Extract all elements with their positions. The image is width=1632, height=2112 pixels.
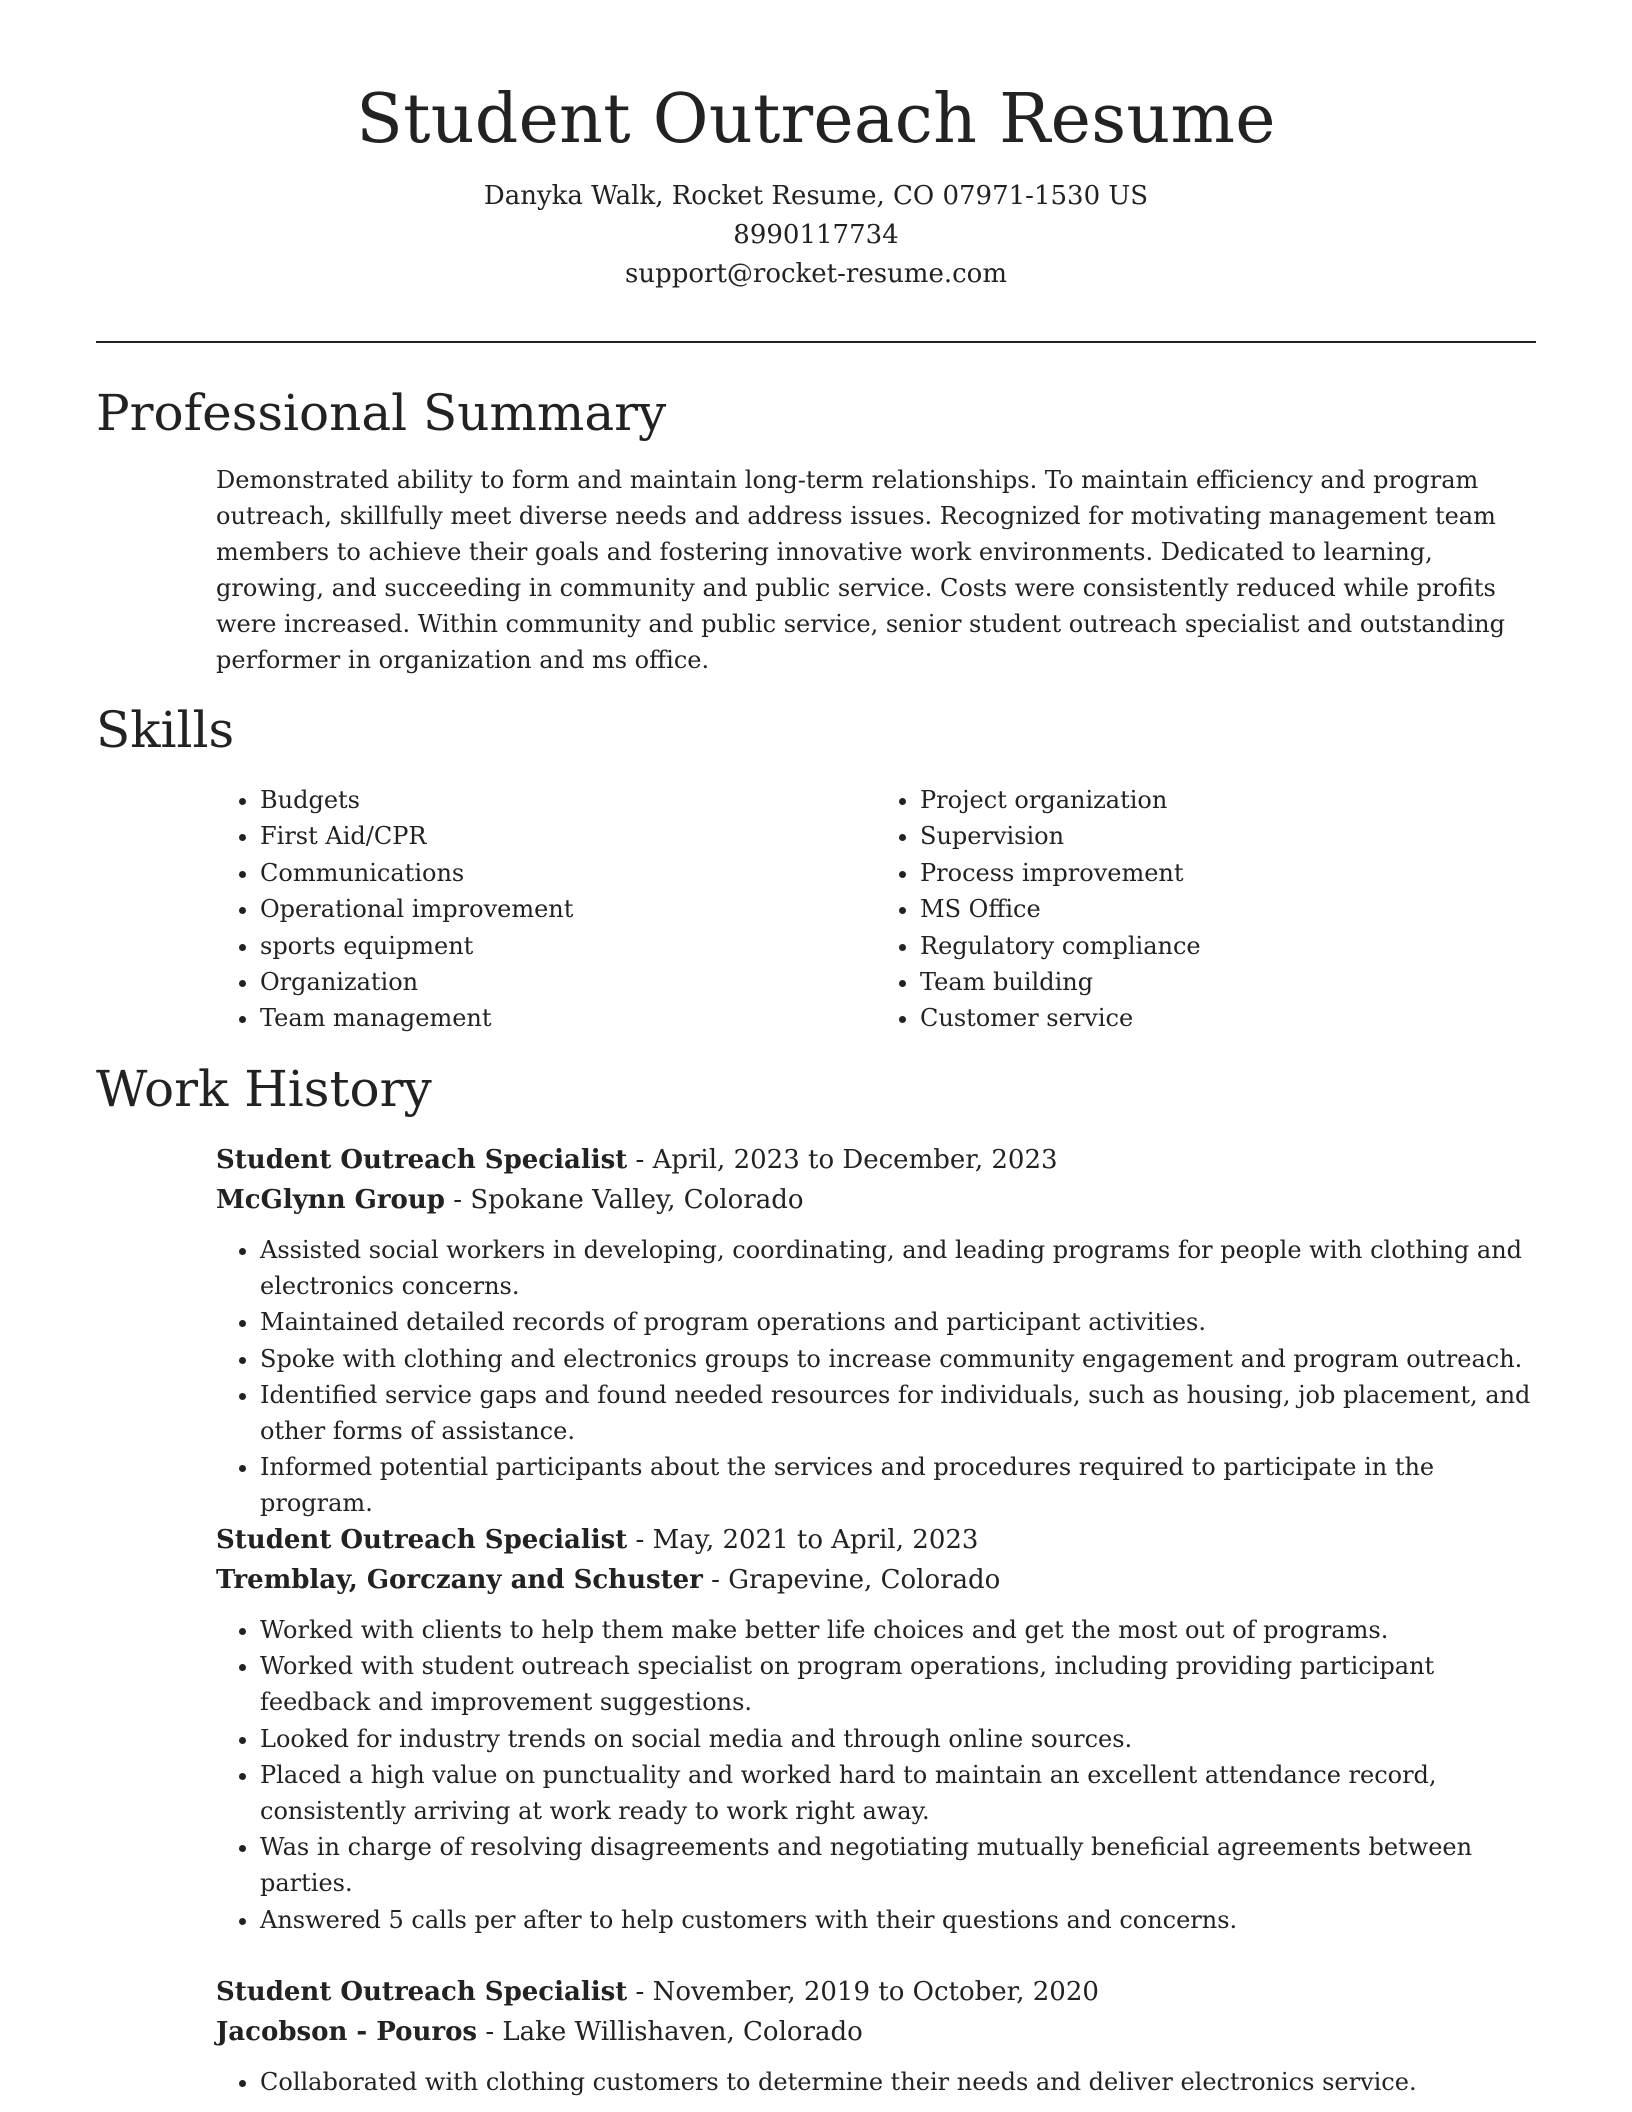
resume-header bbox=[0, 0, 1632, 294]
job-bullet: • Placed a high value on punctuality and worked hard to maintain an excellent attendance record, consistently arriving at work ready to work right away. bbox=[260, 1757, 1536, 1829]
contact-email: support@rocket-resume.com bbox=[624, 259, 1007, 289]
job-location: - Lake Willishaven, Colorado bbox=[477, 2017, 863, 2047]
job-company: Tremblay, Gorczany and Schuster bbox=[216, 1565, 703, 1595]
job-bullet: • Answered 5 calls per after to help customers with their questions and concerns. bbox=[260, 1902, 1536, 1938]
skills-heading: Skills bbox=[96, 701, 235, 759]
skill-item: • Operational improvement bbox=[260, 891, 876, 927]
skill-item: • Organization bbox=[260, 964, 876, 1000]
work-history-heading: Work History bbox=[96, 1060, 432, 1118]
job-bullet: • Was in charge of resolving disagreements and negotiating mutually beneficial agreements between parties. bbox=[260, 1829, 1536, 1901]
job-company: Jacobson - Pouros bbox=[216, 2017, 478, 2047]
job-bullets bbox=[216, 1232, 1536, 1522]
job-dates: - May, 2021 to April, 2023 bbox=[627, 1525, 979, 1555]
job-bullet: • Spoke with clothing and electronics groups to increase community engagement and program outreach. bbox=[260, 1341, 1536, 1377]
job-bullet: • Informed potential participants about the services and procedures required to participate in the program. bbox=[260, 1449, 1536, 1521]
job-dates: - November, 2019 to October, 2020 bbox=[627, 1977, 1099, 2007]
contact-address: Danyka Walk, Rocket Resume, CO 07971-1530 US bbox=[483, 181, 1149, 211]
job-bullets bbox=[216, 1612, 1536, 1938]
job-location: - Grapevine, Colorado bbox=[702, 1565, 1001, 1595]
job-bullet: • Identified service gaps and found needed resources for individuals, such as housing, job placement, and other forms of assistance. bbox=[260, 1377, 1536, 1449]
job-title: Student Outreach Specialist bbox=[216, 1977, 628, 2007]
job-bullet: • Worked with clients to help them make better life choices and get the most out of programs. bbox=[260, 1612, 1536, 1648]
skill-item: • First Aid/CPR bbox=[260, 818, 876, 854]
skills-column-left bbox=[216, 782, 876, 1037]
job-location: - Spokane Valley, Colorado bbox=[445, 1185, 804, 1215]
skills-list bbox=[216, 782, 1536, 1037]
skill-item: • Communications bbox=[260, 855, 876, 891]
summary-heading: Professional Summary bbox=[96, 384, 667, 442]
skill-item: • Team management bbox=[260, 1000, 876, 1036]
job-entry bbox=[216, 1972, 1536, 2100]
skill-item: • Team building bbox=[920, 964, 1536, 1000]
job-title: Student Outreach Specialist bbox=[216, 1145, 628, 1175]
job-bullet: • Maintained detailed records of program operations and participant activities. bbox=[260, 1304, 1536, 1340]
resume-title: Student Outreach Resume bbox=[356, 80, 1276, 159]
job-title: Student Outreach Specialist bbox=[216, 1525, 628, 1555]
job-bullet: • Assisted social workers in developing, coordinating, and leading programs for people with clothing and electronics concerns. bbox=[260, 1232, 1536, 1304]
job-title-line bbox=[216, 1520, 1536, 1560]
job-bullet: • Worked with student outreach specialist on program operations, including providing participant feedback and improvement suggestions. bbox=[260, 1648, 1536, 1720]
skill-item: • Customer service bbox=[920, 1000, 1536, 1036]
header-divider bbox=[96, 341, 1536, 343]
summary-text: Demonstrated ability to form and maintain long-term relationships. To maintain efficiency and program outreach, skillfully meet diverse needs and address issues. Recognized for motivating management team members to achieve their goals and fostering innovative work environments. Dedicated to learning, growing, and succeeding in community and public service. Costs were consistently reduced while profits were increased. Within community and public service, senior student outreach specialist and outstanding performer in organization and ms office. bbox=[216, 466, 1505, 674]
skills-column-right bbox=[876, 782, 1536, 1037]
skill-item: • Supervision bbox=[920, 818, 1536, 854]
job-company-line bbox=[216, 2012, 1536, 2052]
skill-item: • Regulatory compliance bbox=[920, 928, 1536, 964]
job-company-line bbox=[216, 1180, 1536, 1220]
job-entry bbox=[216, 1140, 1536, 1522]
job-company-line bbox=[216, 1560, 1536, 1600]
contact-phone: 8990117734 bbox=[733, 220, 899, 250]
job-entry bbox=[216, 1520, 1536, 1938]
skill-item: • sports equipment bbox=[260, 928, 876, 964]
skill-item: • Process improvement bbox=[920, 855, 1536, 891]
skill-item: • Budgets bbox=[260, 782, 876, 818]
job-company: McGlynn Group bbox=[216, 1185, 445, 1215]
job-bullet: • Looked for industry trends on social media and through online sources. bbox=[260, 1721, 1536, 1757]
job-title-line bbox=[216, 1972, 1536, 2012]
job-bullets bbox=[216, 2064, 1536, 2100]
job-dates: - April, 2023 to December, 2023 bbox=[627, 1145, 1058, 1175]
skill-item: • MS Office bbox=[920, 891, 1536, 927]
job-bullet: • Collaborated with clothing customers to determine their needs and deliver electronics service. bbox=[260, 2064, 1536, 2100]
skill-item: • Project organization bbox=[920, 782, 1536, 818]
job-title-line bbox=[216, 1140, 1536, 1180]
